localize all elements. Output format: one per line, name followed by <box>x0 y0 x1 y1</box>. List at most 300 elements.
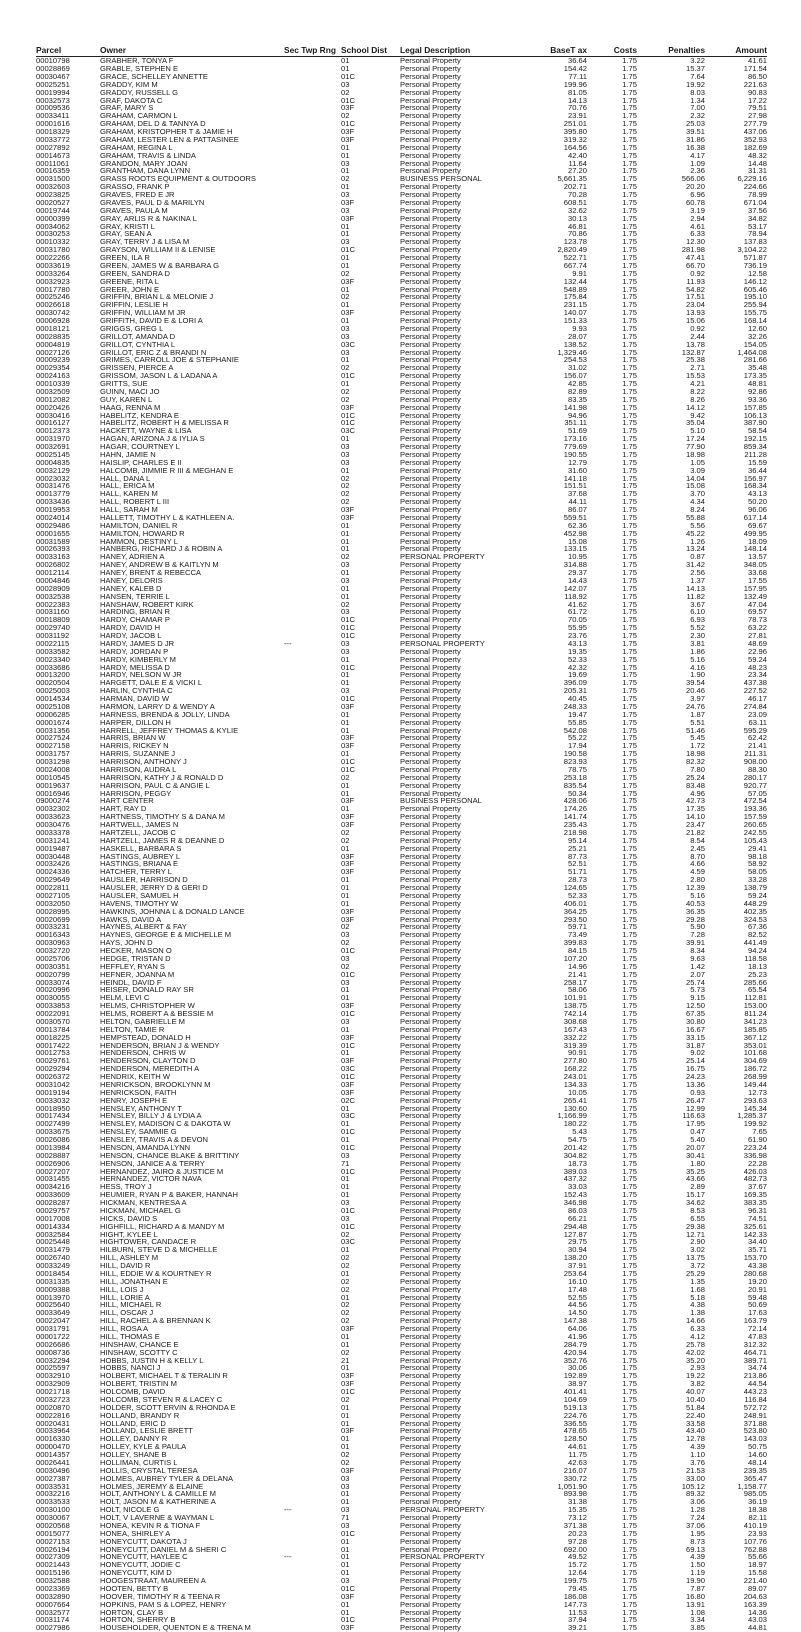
penalties-cell: 39.91 <box>637 939 705 947</box>
base-tax-cell: 835.54 <box>523 782 587 790</box>
penalties-cell: 4.66 <box>637 860 705 868</box>
school-dist-cell: 01 <box>341 1419 400 1427</box>
amount-cell: 72.14 <box>705 1325 767 1333</box>
parcel-cell: 00025448 <box>36 1238 100 1246</box>
parcel-cell: 00010545 <box>36 774 100 782</box>
amount-cell: 149.44 <box>705 1081 767 1089</box>
penalties-cell: 5.73 <box>637 986 705 994</box>
legal-description-cell: Personal Property <box>400 900 523 908</box>
owner-cell: HAUSLER, JERRY D & GERI D <box>100 884 284 892</box>
amount-cell: 15.59 <box>705 459 767 467</box>
school-dist-cell: 01 <box>341 254 400 262</box>
school-dist-cell: 01C <box>341 758 400 766</box>
costs-cell: 1.75 <box>587 687 637 695</box>
legal-description-cell: Personal Property <box>400 159 523 167</box>
base-tax-cell: 248.33 <box>523 703 587 711</box>
costs-cell: 1.75 <box>587 876 637 884</box>
school-dist-cell: 02 <box>341 89 400 97</box>
school-dist-cell: 03 <box>341 561 400 569</box>
base-tax-cell: 16.10 <box>523 1278 587 1286</box>
base-tax-cell: 9.91 <box>523 270 587 278</box>
parcel-cell: 00026372 <box>36 1073 100 1081</box>
sec-twp-rng-cell <box>284 561 341 569</box>
table-row <box>36 364 767 372</box>
table-row <box>36 1601 767 1609</box>
costs-cell: 1.75 <box>587 73 637 81</box>
penalties-cell: 3.09 <box>637 467 705 475</box>
table-row <box>36 1498 767 1506</box>
parcel-cell: 00024163 <box>36 372 100 380</box>
costs-cell: 1.75 <box>587 986 637 994</box>
school-dist-cell: 01 <box>341 183 400 191</box>
owner-cell: HENSLEY, ANTHONY T <box>100 1104 284 1112</box>
legal-description-cell: Personal Property <box>400 963 523 971</box>
sec-twp-rng-cell <box>284 341 341 349</box>
school-dist-cell: 01 <box>341 1545 400 1553</box>
sec-twp-rng-cell <box>284 593 341 601</box>
penalties-cell: 3.67 <box>637 600 705 608</box>
sec-twp-rng-cell <box>284 1419 341 1427</box>
costs-cell: 1.75 <box>587 797 637 805</box>
table-row <box>36 553 767 561</box>
owner-cell: HERNANDEZ, JAIRO & JUSTICE M <box>100 1167 284 1175</box>
costs-cell: 1.75 <box>587 1152 637 1160</box>
owner-cell: HARDY, JACOB L <box>100 632 284 640</box>
amount-cell: 523.80 <box>705 1427 767 1435</box>
penalties-cell: 34.62 <box>637 1199 705 1207</box>
penalties-cell: 30.80 <box>637 1018 705 1026</box>
penalties-cell: 1.10 <box>637 1451 705 1459</box>
amount-cell: 402.35 <box>705 908 767 916</box>
sec-twp-rng-cell <box>284 1325 341 1333</box>
costs-cell: 1.75 <box>587 333 637 341</box>
parcel-cell: 00018809 <box>36 616 100 624</box>
sec-twp-rng-cell <box>284 845 341 853</box>
legal-description-cell: Personal Property <box>400 396 523 404</box>
legal-description-cell: BUSINESS PERSONAL <box>400 175 523 183</box>
owner-cell: HORTON, SHERRY B <box>100 1616 284 1624</box>
penalties-cell: 55.88 <box>637 514 705 522</box>
legal-description-cell: Personal Property <box>400 215 523 223</box>
costs-cell: 1.75 <box>587 1270 637 1278</box>
table-row <box>36 199 767 207</box>
legal-description-cell: Personal Property <box>400 1301 523 1309</box>
amount-cell: 48.23 <box>705 663 767 671</box>
base-tax-cell: 87.73 <box>523 852 587 860</box>
legal-description-cell: Personal Property <box>400 1309 523 1317</box>
penalties-cell: 9.02 <box>637 1049 705 1057</box>
amount-cell: 285.66 <box>705 978 767 986</box>
school-dist-cell: 01C <box>341 1223 400 1231</box>
owner-cell: HALL, ERICA M <box>100 482 284 490</box>
penalties-cell: 24.23 <box>637 1073 705 1081</box>
table-row <box>36 1128 767 1136</box>
costs-cell: 1.75 <box>587 270 637 278</box>
table-row <box>36 1427 767 1435</box>
costs-cell: 1.75 <box>587 577 637 585</box>
amount-cell: 168.34 <box>705 482 767 490</box>
costs-cell: 1.75 <box>587 1608 637 1616</box>
sec-twp-rng-cell <box>284 1293 341 1301</box>
penalties-cell: 40.07 <box>637 1388 705 1396</box>
owner-cell: GRAVES, PAUL D & MARILYN <box>100 199 284 207</box>
owner-cell: HELMS, CHRISTOPHER W <box>100 1002 284 1010</box>
table-row <box>36 955 767 963</box>
owner-cell: GRAVES, FRED E JR <box>100 191 284 199</box>
table-row <box>36 679 767 687</box>
school-dist-cell: 03 <box>341 1475 400 1483</box>
parcel-cell: 00017008 <box>36 1215 100 1223</box>
costs-cell: 1.75 <box>587 1585 637 1593</box>
base-tax-cell: 31.38 <box>523 1498 587 1506</box>
sec-twp-rng-cell <box>284 569 341 577</box>
parcel-cell: 00012753 <box>36 1049 100 1057</box>
costs-cell: 1.75 <box>587 1167 637 1175</box>
costs-cell: 1.75 <box>587 254 637 262</box>
amount-cell: 18.97 <box>705 1561 767 1569</box>
penalties-cell: 3.85 <box>637 1624 705 1632</box>
sec-twp-rng-cell <box>284 1254 341 1262</box>
table-row <box>36 1561 767 1569</box>
sec-twp-rng-cell <box>284 805 341 813</box>
table-row <box>36 1404 767 1412</box>
amount-cell: 48.81 <box>705 380 767 388</box>
table-row <box>36 711 767 719</box>
school-dist-cell: 01 <box>341 845 400 853</box>
table-row <box>36 561 767 569</box>
base-tax-cell: 141.74 <box>523 813 587 821</box>
base-tax-cell: 235.43 <box>523 821 587 829</box>
amount-cell: 153.70 <box>705 1254 767 1262</box>
amount-cell: 43.38 <box>705 1262 767 1270</box>
owner-cell: HARGETT, DALE E & VICKI L <box>100 679 284 687</box>
base-tax-cell: 201.42 <box>523 1144 587 1152</box>
sec-twp-rng-cell <box>284 1002 341 1010</box>
table-row <box>36 1577 767 1585</box>
costs-cell: 1.75 <box>587 971 637 979</box>
owner-cell: HONEA, SHIRLEY A <box>100 1530 284 1538</box>
penalties-cell: 25.78 <box>637 1341 705 1349</box>
amount-cell: 33.68 <box>705 569 767 577</box>
parcel-cell: 00032923 <box>36 278 100 286</box>
amount-cell: 157.85 <box>705 404 767 412</box>
base-tax-cell: 175.84 <box>523 293 587 301</box>
penalties-cell: 1.35 <box>637 1278 705 1286</box>
parcel-cell: 00001674 <box>36 719 100 727</box>
owner-cell: HASKELL, BARBARA S <box>100 845 284 853</box>
costs-cell: 1.75 <box>587 1601 637 1609</box>
table-row <box>36 734 767 742</box>
costs-cell: 1.75 <box>587 207 637 215</box>
legal-description-cell: Personal Property <box>400 663 523 671</box>
base-tax-cell: 293.50 <box>523 915 587 923</box>
amount-cell: 389.71 <box>705 1356 767 1364</box>
base-tax-cell: 10.95 <box>523 553 587 561</box>
owner-cell: HANSHAW, ROBERT KIRK <box>100 600 284 608</box>
legal-description-cell: Personal Property <box>400 1230 523 1238</box>
school-dist-cell: 03F <box>341 1380 400 1388</box>
table-row <box>36 797 767 805</box>
parcel-cell: 00022115 <box>36 640 100 648</box>
table-row <box>36 459 767 467</box>
sec-twp-rng-cell <box>284 1585 341 1593</box>
legal-description-cell: Personal Property <box>400 522 523 530</box>
legal-description-cell: Personal Property <box>400 301 523 309</box>
legal-description-cell: Personal Property <box>400 1238 523 1246</box>
school-dist-cell: 02 <box>341 474 400 482</box>
sec-twp-rng-cell <box>284 419 341 427</box>
parcel-cell: 00033032 <box>36 1097 100 1105</box>
amount-cell: 33.28 <box>705 876 767 884</box>
penalties-cell: 14.66 <box>637 1317 705 1325</box>
base-tax-cell: 28.73 <box>523 876 587 884</box>
sec-twp-rng-cell <box>284 333 341 341</box>
owner-cell: HIGHTOWER, CANDACE R <box>100 1238 284 1246</box>
legal-description-cell: Personal Property <box>400 1412 523 1420</box>
base-tax-cell: 190.58 <box>523 750 587 758</box>
costs-cell: 1.75 <box>587 1593 637 1601</box>
table-row <box>36 317 767 325</box>
base-tax-cell: 81.05 <box>523 89 587 97</box>
base-tax-cell: 38.97 <box>523 1380 587 1388</box>
penalties-cell: 20.20 <box>637 183 705 191</box>
parcel-cell: 00030476 <box>36 821 100 829</box>
owner-cell: HARRELL, JEFFREY THOMAS & KYLIE <box>100 726 284 734</box>
legal-description-cell: Personal Property <box>400 1372 523 1380</box>
base-tax-cell: 20.23 <box>523 1530 587 1538</box>
sec-twp-rng-cell <box>284 1341 341 1349</box>
parcel-cell: 00026194 <box>36 1545 100 1553</box>
table-row <box>36 309 767 317</box>
base-tax-cell: 30.13 <box>523 215 587 223</box>
sec-twp-rng-cell <box>284 348 341 356</box>
parcel-cell: 00016343 <box>36 931 100 939</box>
penalties-cell: 6.93 <box>637 616 705 624</box>
parcel-cell: 00028287 <box>36 1199 100 1207</box>
parcel-cell: 00033686 <box>36 663 100 671</box>
legal-description-cell: Personal Property <box>400 978 523 986</box>
costs-cell: 1.75 <box>587 128 637 136</box>
table-row <box>36 325 767 333</box>
legal-description-cell: Personal Property <box>400 1593 523 1601</box>
sec-twp-rng-cell <box>284 711 341 719</box>
school-dist-cell: 01C <box>341 1128 400 1136</box>
penalties-cell: 18.98 <box>637 451 705 459</box>
base-tax-cell: 11.64 <box>523 159 587 167</box>
legal-description-cell: Personal Property <box>400 1191 523 1199</box>
legal-description-cell: Personal Property <box>400 73 523 81</box>
legal-description-cell: Personal Property <box>400 1490 523 1498</box>
legal-description-cell: Personal Property <box>400 474 523 482</box>
penalties-cell: 0.87 <box>637 553 705 561</box>
sec-twp-rng-cell <box>284 892 341 900</box>
base-tax-cell: 519.13 <box>523 1404 587 1412</box>
sec-twp-rng-cell <box>284 191 341 199</box>
sec-twp-rng-cell <box>284 1270 341 1278</box>
penalties-cell: 5.52 <box>637 624 705 632</box>
base-tax-cell: 352.76 <box>523 1356 587 1364</box>
parcel-cell: 00022811 <box>36 884 100 892</box>
base-tax-cell: 389.03 <box>523 1167 587 1175</box>
amount-cell: 92.86 <box>705 388 767 396</box>
amount-cell: 204.63 <box>705 1593 767 1601</box>
table-row <box>36 750 767 758</box>
school-dist-cell: 21 <box>341 1356 400 1364</box>
owner-cell: HABELITZ, KENDRA E <box>100 411 284 419</box>
parcel-cell: 00000470 <box>36 1443 100 1451</box>
amount-cell: 132.49 <box>705 593 767 601</box>
parcel-cell: 00030100 <box>36 1506 100 1514</box>
costs-cell: 1.75 <box>587 1309 637 1317</box>
sec-twp-rng-cell <box>284 726 341 734</box>
costs-cell: 1.75 <box>587 199 637 207</box>
parcel-cell: 00032909 <box>36 1380 100 1388</box>
legal-description-cell: Personal Property <box>400 860 523 868</box>
legal-description-cell: Personal Property <box>400 1041 523 1049</box>
table-row <box>36 65 767 73</box>
penalties-cell: 30.41 <box>637 1152 705 1160</box>
penalties-cell: 5.51 <box>637 719 705 727</box>
costs-cell: 1.75 <box>587 1341 637 1349</box>
table-row <box>36 789 767 797</box>
base-tax-cell: 893.98 <box>523 1490 587 1498</box>
parcel-cell: 00027105 <box>36 892 100 900</box>
table-row <box>36 742 767 750</box>
legal-description-cell: Personal Property <box>400 1246 523 1254</box>
sec-twp-rng-cell <box>284 971 341 979</box>
owner-cell: HAYNES, GEORGE E & MICHELLE M <box>100 931 284 939</box>
penalties-cell: 5.10 <box>637 427 705 435</box>
amount-cell: 63.22 <box>705 624 767 632</box>
table-row <box>36 1041 767 1049</box>
sec-twp-rng-cell <box>284 1443 341 1451</box>
costs-cell: 1.75 <box>587 1262 637 1270</box>
legal-description-cell: Personal Property <box>400 537 523 545</box>
legal-description-cell: PERSONAL PROPERTY <box>400 640 523 648</box>
sec-twp-rng-cell <box>284 1057 341 1065</box>
school-dist-cell: 01 <box>341 569 400 577</box>
table-row <box>36 112 767 120</box>
penalties-cell: 82.32 <box>637 758 705 766</box>
owner-cell: GRADDY, RUSSELL G <box>100 89 284 97</box>
table-row <box>36 1144 767 1152</box>
costs-cell: 1.75 <box>587 1041 637 1049</box>
parcel-cell: 00030448 <box>36 852 100 860</box>
school-dist-cell: 01 <box>341 711 400 719</box>
amount-cell: 920.77 <box>705 782 767 790</box>
parcel-cell: 00024336 <box>36 868 100 876</box>
parcel-cell: 00031500 <box>36 175 100 183</box>
owner-cell: HARDY, CHAMAR P <box>100 616 284 624</box>
amount-cell: 89.07 <box>705 1585 767 1593</box>
amount-cell: 353.01 <box>705 1041 767 1049</box>
parcel-cell: 00033623 <box>36 813 100 821</box>
owner-cell: HAMILTON, DANIEL R <box>100 522 284 530</box>
legal-description-cell: Personal Property <box>400 1435 523 1443</box>
costs-cell: 1.75 <box>587 183 637 191</box>
amount-cell: 48.32 <box>705 152 767 160</box>
legal-description-cell: Personal Property <box>400 656 523 664</box>
base-tax-cell: 51.69 <box>523 427 587 435</box>
base-tax-cell: 28.07 <box>523 333 587 341</box>
school-dist-cell: 01C <box>341 1616 400 1624</box>
base-tax-cell: 78.75 <box>523 766 587 774</box>
costs-cell: 1.75 <box>587 191 637 199</box>
amount-cell: 224.66 <box>705 183 767 191</box>
school-dist-cell: 01C <box>341 419 400 427</box>
table-row <box>36 1435 767 1443</box>
penalties-cell: 3.34 <box>637 1616 705 1624</box>
penalties-cell: 22.40 <box>637 1412 705 1420</box>
school-dist-cell: 01C <box>341 1167 400 1175</box>
sec-twp-rng-cell <box>284 1467 341 1475</box>
penalties-cell: 8.54 <box>637 837 705 845</box>
owner-cell: HILL, LOIS J <box>100 1286 284 1294</box>
sec-twp-rng-cell <box>284 1097 341 1105</box>
legal-description-cell: Personal Property <box>400 506 523 514</box>
costs-cell: 1.75 <box>587 522 637 530</box>
school-dist-cell: 03F <box>341 1372 400 1380</box>
legal-description-cell: Personal Property <box>400 679 523 687</box>
costs-cell: 1.75 <box>587 608 637 616</box>
table-row <box>36 569 767 577</box>
costs-cell: 1.75 <box>587 821 637 829</box>
parcel-cell: 00027892 <box>36 144 100 152</box>
legal-description-cell: Personal Property <box>400 947 523 955</box>
costs-cell: 1.75 <box>587 380 637 388</box>
penalties-cell: 2.94 <box>637 215 705 223</box>
penalties-cell: 2.89 <box>637 1183 705 1191</box>
base-tax-cell: 156.07 <box>523 372 587 380</box>
amount-cell: 371.88 <box>705 1419 767 1427</box>
base-tax-cell: 395.80 <box>523 128 587 136</box>
amount-cell: 25.23 <box>705 971 767 979</box>
legal-description-cell: Personal Property <box>400 742 523 750</box>
table-body <box>36 57 767 1632</box>
amount-cell: 14.48 <box>705 159 767 167</box>
base-tax-cell: 254.53 <box>523 356 587 364</box>
legal-description-cell: PERSONAL PROPERTY <box>400 553 523 561</box>
table-row <box>36 986 767 994</box>
costs-cell: 1.75 <box>587 1104 637 1112</box>
base-tax-cell: 667.74 <box>523 262 587 270</box>
school-dist-cell: 03 <box>341 191 400 199</box>
sec-twp-rng-cell <box>284 1427 341 1435</box>
sec-twp-rng-cell <box>284 703 341 711</box>
base-tax-cell: 608.51 <box>523 199 587 207</box>
sec-twp-rng-cell <box>284 766 341 774</box>
table-row <box>36 498 767 506</box>
owner-cell: HAGAN, ARIZONA J & IYLIA S <box>100 435 284 443</box>
penalties-cell: 132.87 <box>637 348 705 356</box>
amount-cell: 472.54 <box>705 797 767 805</box>
base-tax-cell: 147.73 <box>523 1601 587 1609</box>
base-tax-cell: 70.05 <box>523 616 587 624</box>
penalties-cell: 1.80 <box>637 1160 705 1168</box>
owner-cell: HARRIS, SUZANNE J <box>100 750 284 758</box>
table-row <box>36 774 767 782</box>
legal-description-cell: Personal Property <box>400 270 523 278</box>
costs-cell: 1.75 <box>587 1522 637 1530</box>
sec-twp-rng-cell <box>284 1608 341 1616</box>
legal-description-cell: Personal Property <box>400 789 523 797</box>
legal-description-cell: Personal Property <box>400 600 523 608</box>
table-row <box>36 285 767 293</box>
amount-cell: 182.69 <box>705 144 767 152</box>
amount-cell: 78.94 <box>705 230 767 238</box>
parcel-cell: 00013200 <box>36 671 100 679</box>
penalties-cell: 12.99 <box>637 1104 705 1112</box>
